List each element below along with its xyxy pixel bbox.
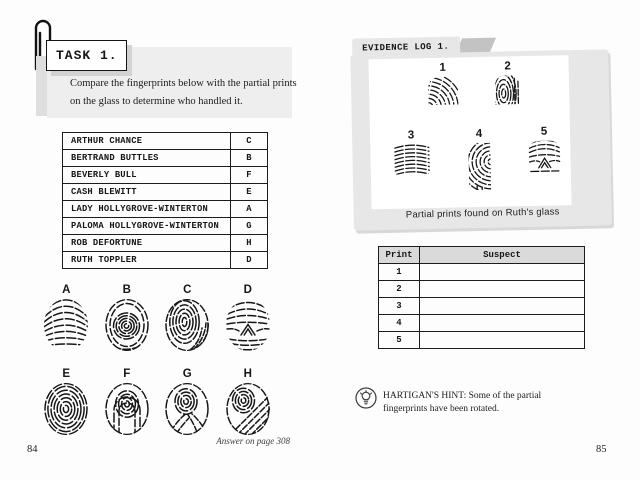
print-number: 2 bbox=[504, 60, 511, 73]
suspect-name: ROB DEFORTUNE bbox=[63, 235, 231, 252]
partial-print-cell-3 bbox=[392, 128, 431, 181]
table-row bbox=[63, 167, 268, 184]
fingerprint-label: B bbox=[122, 284, 131, 296]
suspect-answer-cell[interactable] bbox=[420, 315, 585, 332]
fingerprint-cell-d bbox=[225, 283, 271, 357]
print-column-header: Print bbox=[379, 247, 420, 264]
partial-print-2-image bbox=[493, 74, 524, 111]
suspect-name: ARTHUR CHANCE bbox=[63, 133, 231, 150]
print-suspect-table bbox=[378, 246, 585, 349]
fingerprint-h-image bbox=[225, 382, 271, 441]
suspect-column-header: Suspect bbox=[420, 247, 585, 264]
task-title-box bbox=[46, 40, 127, 71]
hartigans-hint: HARTIGAN'S HINT: Some of the partial fingerprints have been rotated. bbox=[383, 391, 542, 414]
print-number: 4 bbox=[475, 127, 483, 141]
suspect-letter: A bbox=[231, 201, 268, 218]
fingerprint-cell-g bbox=[164, 367, 210, 441]
suspect-name: RUTH TOPPLER bbox=[63, 252, 231, 269]
suspect-name: CASH BLEWITT bbox=[63, 184, 231, 201]
fingerprint-label: D bbox=[243, 284, 252, 296]
print-number-cell: 2 bbox=[379, 281, 420, 298]
fingerprint-label: E bbox=[62, 368, 71, 380]
fingerprint-label: C bbox=[183, 284, 192, 296]
fingerprint-cell-f bbox=[104, 367, 150, 441]
table-row bbox=[63, 235, 268, 252]
evidence-caption: Partial prints found on Ruth's glass bbox=[405, 206, 560, 221]
fingerprint-a-image bbox=[43, 298, 89, 357]
table-row bbox=[63, 184, 268, 201]
table-row bbox=[63, 201, 268, 218]
suspects-table bbox=[62, 132, 268, 269]
table-row bbox=[379, 332, 585, 349]
print-number-cell: 3 bbox=[379, 298, 420, 315]
table-row bbox=[379, 298, 585, 315]
evidence-log-folder bbox=[350, 33, 612, 230]
fingerprint-f-image bbox=[104, 382, 150, 441]
suspect-answer-cell[interactable] bbox=[420, 332, 585, 349]
page-number-left: 84 bbox=[27, 444, 38, 455]
fingerprint-label: H bbox=[243, 368, 252, 380]
print-number: 1 bbox=[439, 61, 446, 74]
suspect-letter: E bbox=[231, 184, 268, 201]
table-header-row bbox=[379, 247, 585, 264]
fingerprint-label: A bbox=[62, 284, 71, 296]
suspect-answer-cell[interactable] bbox=[420, 264, 585, 281]
task-title: TASK 1. bbox=[56, 48, 118, 63]
answer-note: Answer on page 308 bbox=[216, 436, 290, 446]
partial-print-1-image bbox=[426, 75, 461, 111]
table-row bbox=[63, 218, 268, 235]
fingerprint-e-image bbox=[43, 382, 89, 441]
partial-print-cell-1 bbox=[426, 60, 461, 111]
suspect-letter: C bbox=[231, 133, 268, 150]
fingerprint-c-image bbox=[164, 298, 210, 357]
partial-print-5-image bbox=[526, 139, 563, 179]
suspect-letter: D bbox=[231, 252, 268, 269]
suspect-name: BERTRAND BUTTLES bbox=[63, 150, 231, 167]
suspect-letter: G bbox=[231, 218, 268, 235]
fingerprint-g-image bbox=[164, 382, 210, 441]
table-row bbox=[379, 264, 585, 281]
fingerprint-cell-h bbox=[225, 367, 271, 441]
table-row bbox=[63, 150, 268, 167]
print-number: 3 bbox=[407, 129, 415, 142]
fingerprint-cell-e bbox=[43, 367, 89, 441]
partial-print-cell-4 bbox=[466, 127, 493, 197]
lightbulb-icon bbox=[354, 386, 378, 412]
fingerprint-grid bbox=[36, 283, 278, 441]
partial-print-cell-2 bbox=[492, 59, 523, 111]
print-number-cell: 4 bbox=[379, 315, 420, 332]
table-row bbox=[63, 133, 268, 150]
fingerprint-label: F bbox=[123, 368, 131, 380]
fingerprint-label: G bbox=[182, 368, 192, 380]
suspect-name: LADY HOLLYGROVE-WINTERTON bbox=[63, 201, 231, 218]
partial-print-4-image bbox=[466, 142, 493, 197]
table-row bbox=[63, 252, 268, 269]
partial-print-3-image bbox=[392, 143, 431, 181]
suspect-name: PALOMA HOLLYGROVE-WINTERTON bbox=[63, 218, 231, 235]
table-row bbox=[379, 315, 585, 332]
suspect-letter: F bbox=[231, 167, 268, 184]
folder-body bbox=[350, 49, 612, 230]
fingerprint-b-image bbox=[104, 298, 150, 357]
print-number: 5 bbox=[540, 125, 548, 138]
partial-print-cell-5 bbox=[526, 124, 563, 179]
page-number-right: 85 bbox=[596, 444, 607, 455]
suspect-answer-cell[interactable] bbox=[420, 298, 585, 315]
fingerprint-cell-a bbox=[43, 283, 89, 357]
suspect-answer-cell[interactable] bbox=[420, 281, 585, 298]
fingerprint-cell-c bbox=[164, 283, 210, 357]
suspect-letter: H bbox=[231, 235, 268, 252]
evidence-photo-area bbox=[368, 55, 571, 209]
suspect-letter: B bbox=[231, 150, 268, 167]
table-row bbox=[379, 281, 585, 298]
instruction-text: Compare the fingerprints below with the partial prints on the glass to determine who handled it. bbox=[70, 78, 297, 107]
print-number-cell: 5 bbox=[379, 332, 420, 349]
suspect-name: BEVERLY BULL bbox=[63, 167, 231, 184]
fingerprint-d-image bbox=[225, 298, 271, 357]
print-number-cell: 1 bbox=[379, 264, 420, 281]
evidence-log-title: EVIDENCE LOG 1. bbox=[362, 41, 450, 54]
fingerprint-cell-b bbox=[104, 283, 150, 357]
